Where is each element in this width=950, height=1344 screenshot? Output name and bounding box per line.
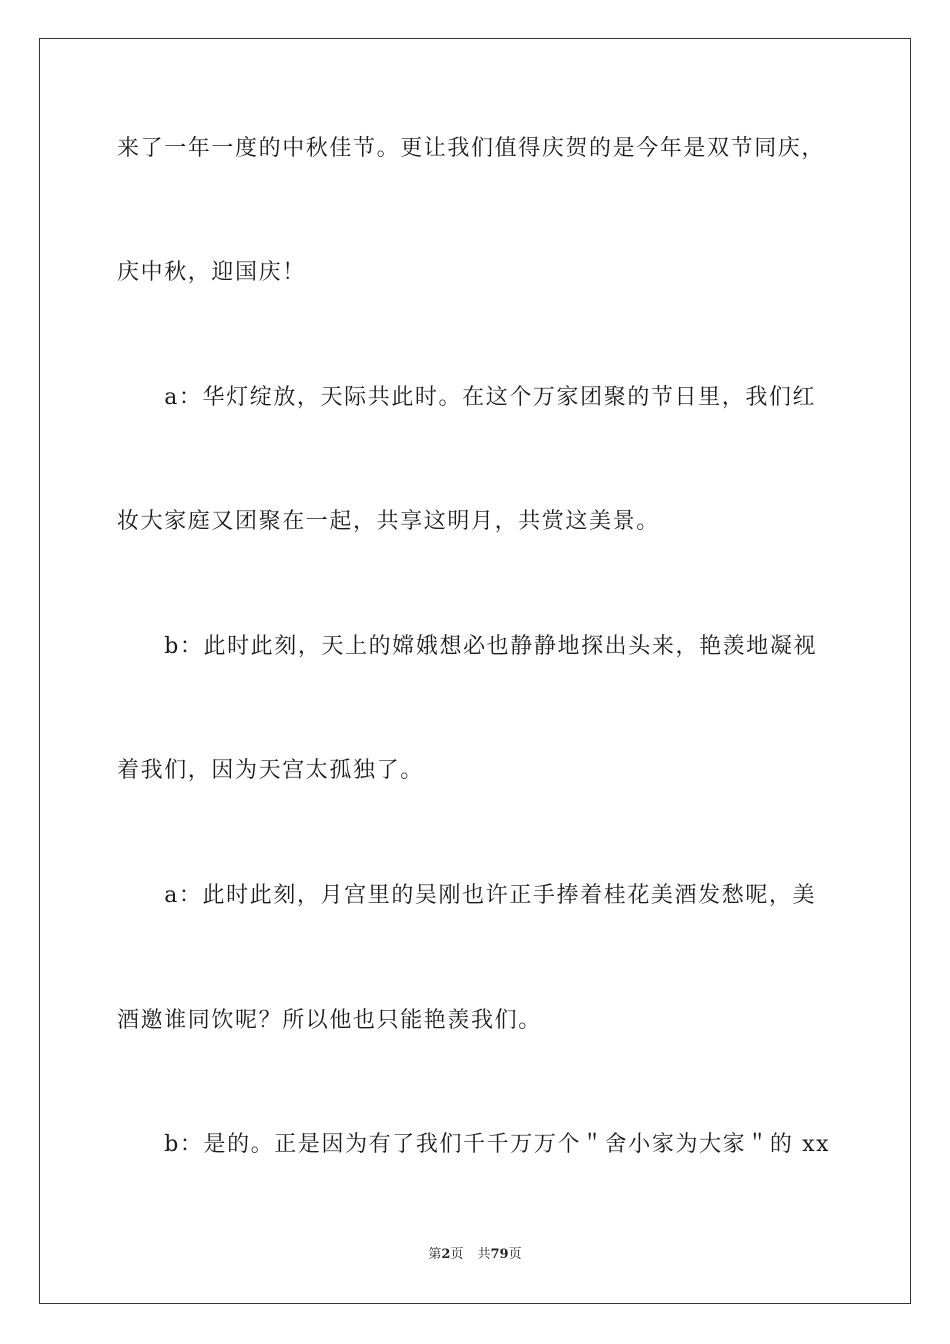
body-text-line-3: a：华灯绽放，天际共此时。在这个万家团聚的节日里，我们红 [117,385,817,410]
footer-page-unit: 页 [450,1247,464,1262]
body-text-line-6: 着我们，因为天宫太孤独了。 [117,758,424,783]
body-text-line-4: 妆大家庭又团聚在一起，共享这明月，共赏这美景。 [117,509,660,534]
page-footer [0,1246,950,1264]
page-border [39,38,911,1304]
footer-total-prefix: 共 [477,1247,491,1262]
body-text-line-8: 酒邀谁同饮呢？所以他也只能艳羡我们。 [117,1008,542,1033]
body-text-line-5: b：此时此刻，天上的嫦娥想必也静静地探出头来，艳羡地凝视 [117,634,818,659]
footer-page-number: 2 [441,1247,451,1262]
footer-total-unit: 页 [508,1247,522,1262]
body-text-line-2: 庆中秋，迎国庆！ [117,260,306,285]
body-text-line-9: b：是的。正是因为有了我们千千万万个＂舍小家为大家＂的 xx [117,1132,831,1157]
footer-page-prefix: 第 [428,1247,442,1262]
footer-total-pages: 79 [490,1247,509,1262]
body-text-line-7: a：此时此刻，月宫里的吴刚也许正手捧着桂花美酒发愁呢，美 [117,883,817,908]
body-text-line-1: 来了一年一度的中秋佳节。更让我们值得庆贺的是今年是双节同庆， [117,136,826,161]
